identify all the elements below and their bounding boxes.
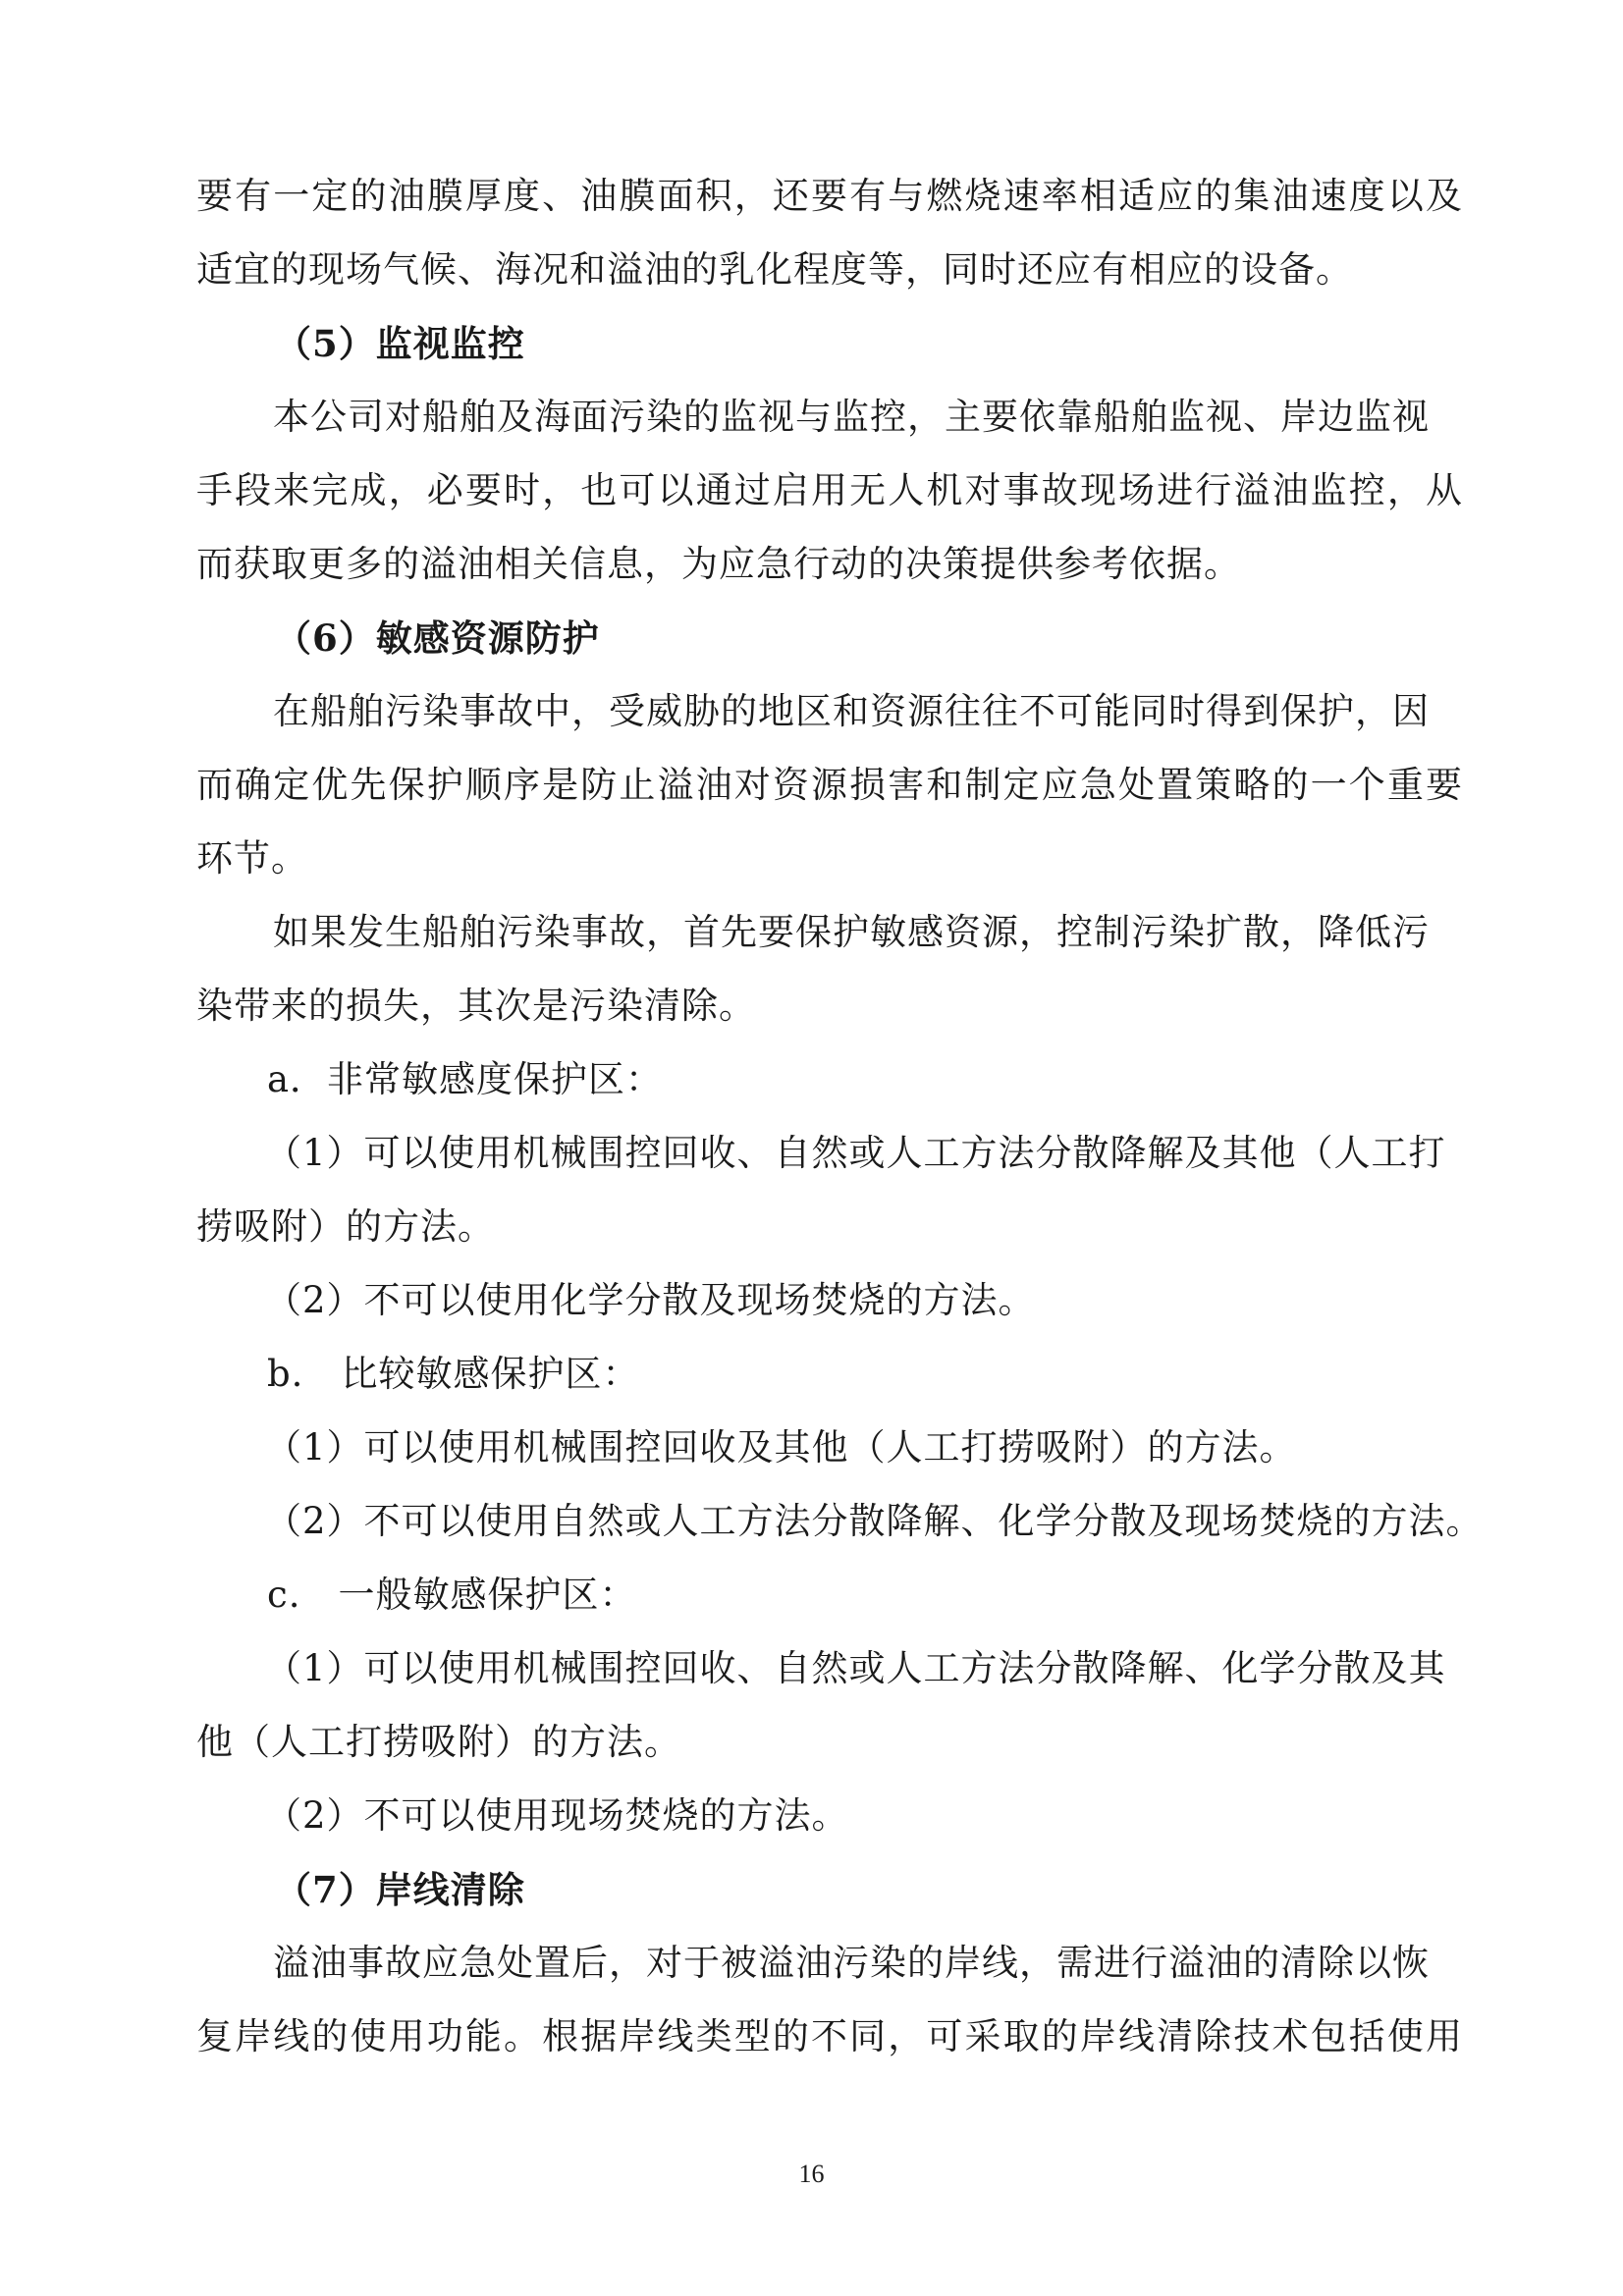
list-item: （2）不可以使用自然或人工方法分散降解、化学分散及现场焚烧的方法。 (265, 1500, 1484, 1542)
section-heading: （5）监视监控 (275, 322, 525, 365)
body-text-line: 手段来完成，必要时，也可以通过启用无人机对事故现场进行溢油监控，从 (196, 469, 1463, 511)
body-text-line: 本公司对船舶及海面污染的监视与监控，主要依靠船舶监视、岸边监视 (273, 396, 1430, 438)
list-item: （2）不可以使用现场焚烧的方法。 (265, 1794, 849, 1837)
body-text-line: 捞吸附）的方法。 (196, 1205, 495, 1248)
section-heading: （7）岸线清除 (275, 1868, 525, 1911)
list-heading-b: b. 比较敏感保护区： (267, 1353, 640, 1395)
body-text-line: 而确定优先保护顺序是防止溢油对资源损害和制定应急处置策略的一个重要 (196, 764, 1463, 806)
body-text-line: 环节。 (196, 837, 308, 880)
list-heading-c: c. 一般敏感保护区： (267, 1574, 637, 1616)
body-text-line: 适宜的现场气候、海况和溢油的乳化程度等，同时还应有相应的设备。 (196, 248, 1353, 291)
body-text-line: 而获取更多的溢油相关信息，为应急行动的决策提供参考依据。 (196, 543, 1241, 585)
body-text-line: 复岸线的使用功能。根据岸线类型的不同，可采取的岸线清除技术包括使用 (196, 2015, 1463, 2057)
list-item: （1）可以使用机械围控回收、自然或人工方法分散降解及其他（人工打 (265, 1132, 1446, 1174)
list-item: （2）不可以使用化学分散及现场焚烧的方法。 (265, 1279, 1036, 1321)
body-text-line: 如果发生船舶污染事故，首先要保护敏感资源，控制污染扩散，降低污 (273, 911, 1430, 953)
body-text-line: 染带来的损失，其次是污染清除。 (196, 985, 756, 1027)
body-text-line: 他（人工打捞吸附）的方法。 (196, 1721, 681, 1763)
body-text-line: 在船舶污染事故中，受威胁的地区和资源往往不可能同时得到保护，因 (273, 690, 1430, 732)
list-item: （1）可以使用机械围控回收及其他（人工打捞吸附）的方法。 (265, 1426, 1297, 1468)
body-text-line: 溢油事故应急处置后，对于被溢油污染的岸线，需进行溢油的清除以恢 (273, 1942, 1430, 1984)
body-text-line: 要有一定的油膜厚度、油膜面积，还要有与燃烧速率相适应的集油速度以及 (196, 175, 1463, 217)
page-number: 16 (798, 2160, 825, 2188)
list-item: （1）可以使用机械围控回收、自然或人工方法分散降解、化学分散及其 (265, 1647, 1446, 1689)
section-heading: （6）敏感资源防护 (275, 616, 600, 660)
list-heading-a: a．非常敏感度保护区： (267, 1058, 664, 1100)
